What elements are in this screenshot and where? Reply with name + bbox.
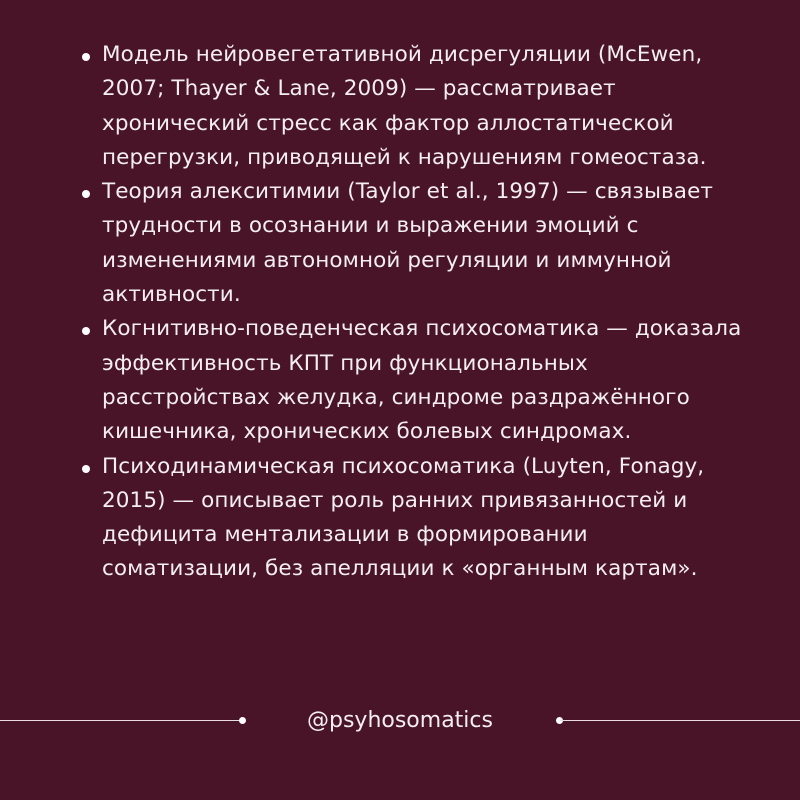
footer-divider-left	[0, 720, 242, 721]
bullet-icon	[82, 190, 90, 198]
bullet-icon	[82, 53, 90, 61]
bullet-text: Психодинамическая психосоматика (Luyten, Fonagy, 2015) — описывает роль ранних привязанностей и дефицита ментализации в формировании соматизации, без апелляции к «органным картам».	[102, 453, 705, 582]
footer-divider-dot-left	[239, 717, 246, 724]
footer-handle: @psyhosomatics	[307, 708, 493, 733]
bullet-item-cognitive-behavioral	[82, 312, 742, 449]
footer-divider-right	[560, 720, 800, 721]
bullet-text: Модель нейровегетативной дисрегуляции (McEwen, 2007; Thayer & Lane, 2009) — рассматривает хронический стресс как фактор аллостатической перегрузки, приводящей к нарушениям гомеостаза.	[102, 42, 707, 170]
bullet-text: Теория алекситимии (Taylor et al., 1997) — связывает трудности в осознании и выражении эмоций с изменениями автономной регуляции и иммунной активности.	[102, 179, 714, 308]
bullet-list	[82, 38, 742, 587]
bullet-icon	[82, 465, 90, 473]
bullet-text: Когнитивно-поведенческая психосоматика — доказала эффективность КПТ при функциональных расстройствах желудка, синдроме раздражённого кишечника, хронических болевых синдромах.	[102, 316, 742, 445]
bullet-icon	[82, 327, 90, 335]
bullet-item-neurovegetative-model	[82, 38, 742, 175]
bullet-item-psychodynamic	[82, 450, 742, 587]
bullet-item-alexithymia-theory	[82, 175, 742, 312]
